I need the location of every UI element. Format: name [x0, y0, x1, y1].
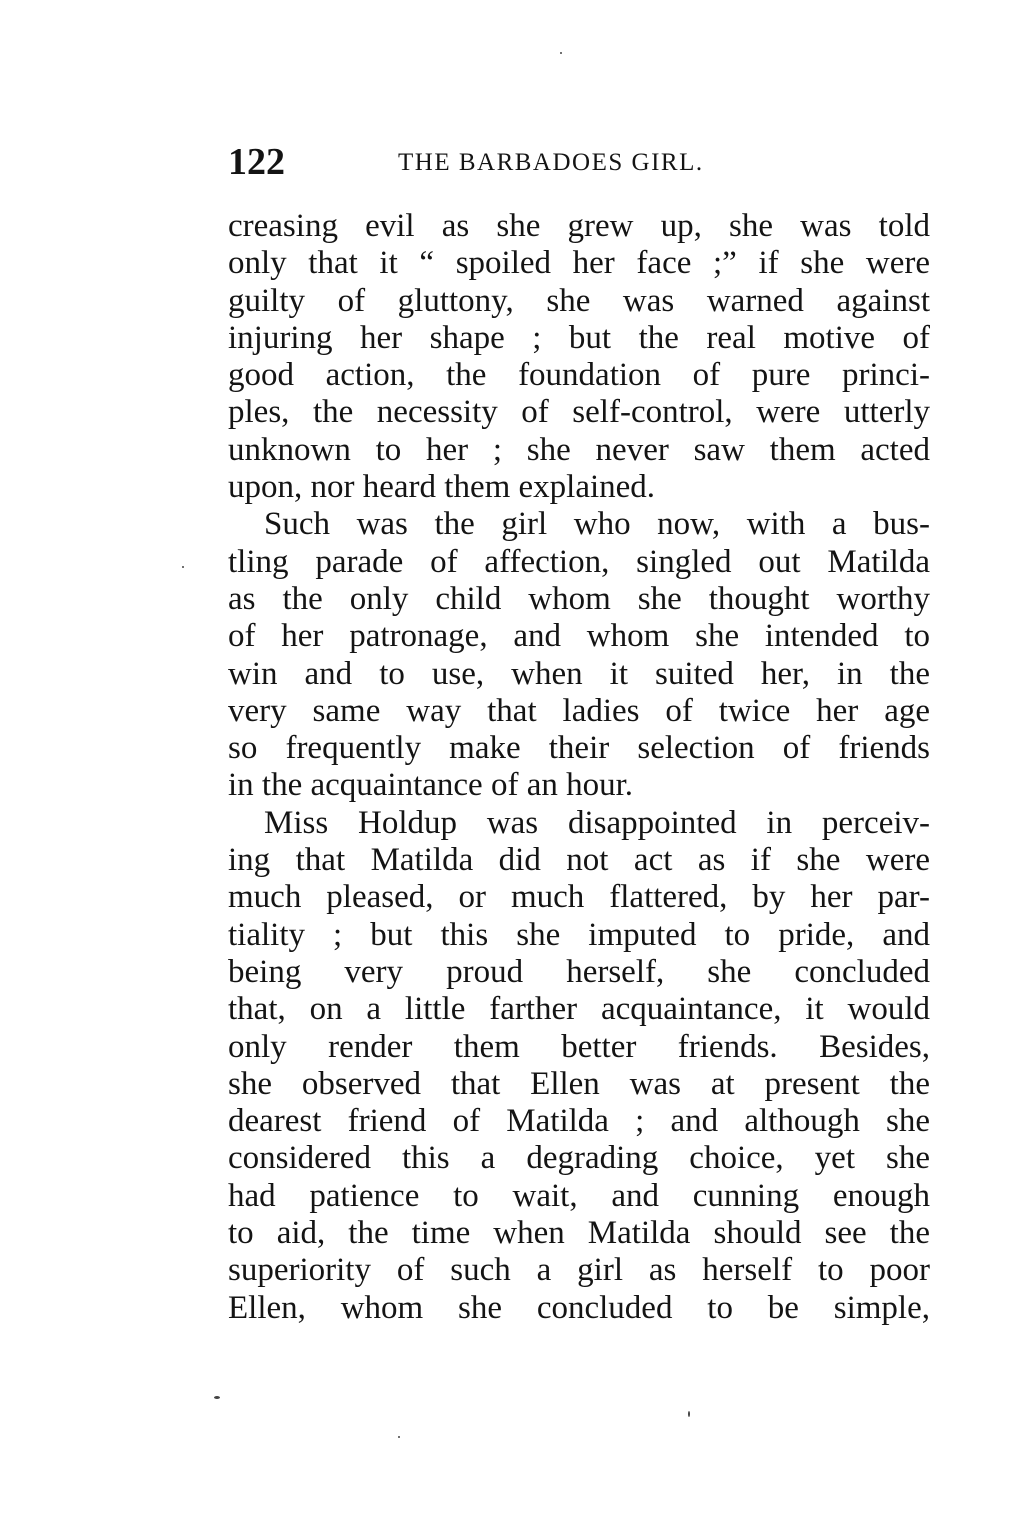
text-line: only render them better friends. Besides, [228, 1028, 930, 1065]
text-line: considered this a degrading choice, yet she [228, 1140, 930, 1177]
text-line: so frequently make their selection of friends [228, 730, 930, 767]
text-line: upon, nor heard them explained. [228, 469, 656, 506]
text-line: dearest friend of Matilda ; and although she [228, 1103, 930, 1140]
text-line: unknown to her ; she never saw them acted [228, 431, 930, 468]
text-line: Miss Holdup was disappointed in perceiv- [264, 804, 930, 841]
text-line: in the acquaintance of an hour. [228, 767, 634, 804]
scan-speck [214, 1396, 220, 1399]
running-title: THE BARBADOES GIRL. [398, 149, 704, 176]
text-line: tling parade of affection, singled out Matilda [228, 543, 930, 580]
text-line: ples, the necessity of self-control, were utterly [228, 394, 930, 431]
scan-speck [688, 1411, 690, 1417]
text-line: Such was the girl who now, with a bus- [264, 506, 930, 543]
text-line: only that it “ spoiled her face ;” if she were [228, 245, 930, 282]
text-line: injuring her shape ; but the real motive of [228, 319, 930, 356]
text-line: creasing evil as she grew up, she was told [228, 208, 930, 244]
running-head [228, 140, 930, 184]
text-line: she observed that Ellen was at present the [228, 1065, 930, 1102]
text-line: that, on a little farther acquaintance, it would [228, 991, 930, 1028]
text-line: good action, the foundation of pure princi- [228, 357, 930, 394]
text-line: as the only child whom she thought worthy [228, 580, 930, 617]
text-line: much pleased, or much flattered, by her par- [228, 879, 930, 916]
text-line: very same way that ladies of twice her age [228, 692, 930, 729]
text-line: ing that Matilda did not act as if she were [228, 842, 930, 879]
text-line: tiality ; but this she imputed to pride, and [228, 916, 930, 953]
text-line: being very proud herself, she concluded [228, 953, 930, 990]
text-line: of her patronage, and whom she intended to [228, 618, 930, 655]
page-number: 122 [228, 141, 285, 183]
text-line: to aid, the time when Matilda should see the [228, 1215, 930, 1252]
text-line: had patience to wait, and cunning enough [228, 1177, 930, 1214]
scan-speck [398, 1436, 400, 1438]
text-line: Ellen, whom she concluded to be simple, [228, 1289, 930, 1326]
scan-speck [560, 52, 562, 54]
text-line: win and to use, when it suited her, in the [228, 655, 930, 692]
scan-speck [182, 566, 184, 568]
text-line: superiority of such a girl as herself to poor [228, 1252, 930, 1289]
text-line: guilty of gluttony, she was warned against [228, 282, 930, 319]
body-text [228, 208, 930, 1327]
